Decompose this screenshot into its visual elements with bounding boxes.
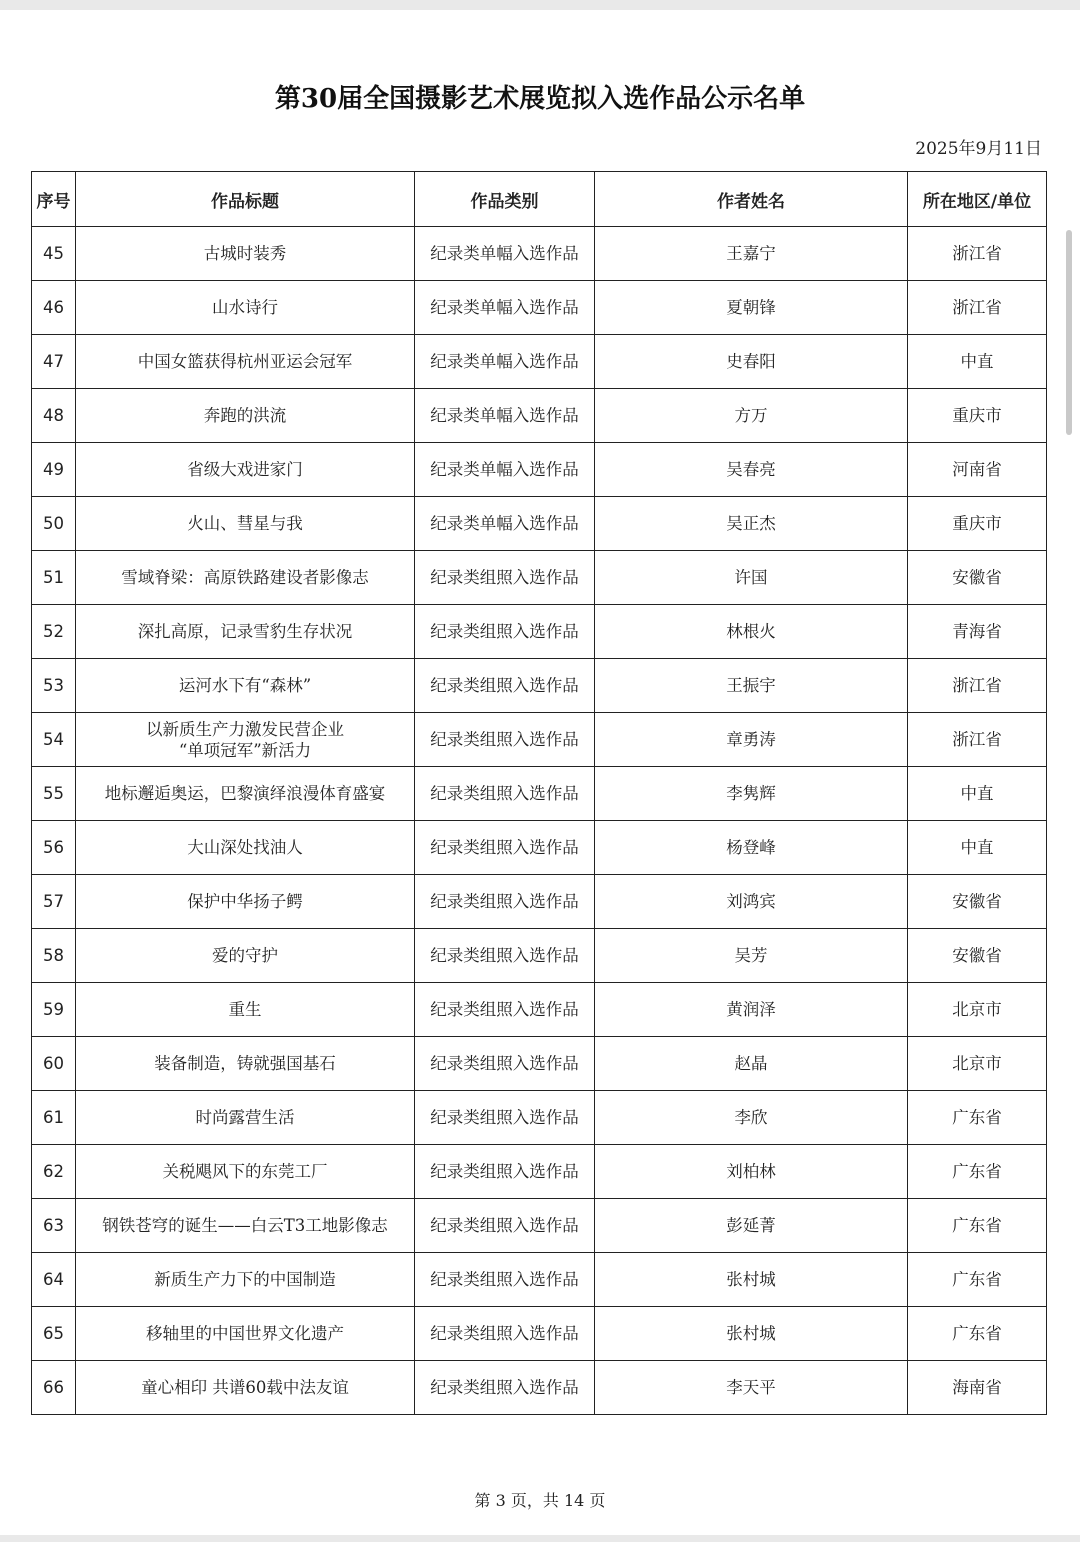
- table-row: [32, 1145, 1047, 1199]
- cell-author: 史春阳: [595, 335, 908, 389]
- cell-seq: 59: [32, 983, 76, 1037]
- table-row: [32, 443, 1047, 497]
- table-row: [32, 1199, 1047, 1253]
- cell-region: 安徽省: [908, 875, 1047, 929]
- scrollbar-thumb[interactable]: [1066, 230, 1072, 435]
- cell-seq: 49: [32, 443, 76, 497]
- entries-table: [31, 171, 1047, 1415]
- cell-region: 广东省: [908, 1307, 1047, 1361]
- cell-category: 纪录类组照入选作品: [415, 929, 595, 983]
- cell-seq: 65: [32, 1307, 76, 1361]
- cell-category: 纪录类组照入选作品: [415, 1361, 595, 1415]
- cell-seq: 57: [32, 875, 76, 929]
- cell-title: 保护中华扬子鳄: [76, 875, 415, 929]
- cell-region: 浙江省: [908, 659, 1047, 713]
- cell-region: 河南省: [908, 443, 1047, 497]
- cell-region: 北京市: [908, 1037, 1047, 1091]
- table-row: [32, 605, 1047, 659]
- cell-author: 李隽辉: [595, 767, 908, 821]
- cell-seq: 55: [32, 767, 76, 821]
- cell-author: 王振宇: [595, 659, 908, 713]
- header-category: 作品类别: [415, 172, 595, 227]
- cell-region: 安徽省: [908, 929, 1047, 983]
- cell-region: 重庆市: [908, 497, 1047, 551]
- cell-region: 中直: [908, 821, 1047, 875]
- table-row: [32, 281, 1047, 335]
- cell-region: 广东省: [908, 1091, 1047, 1145]
- cell-title: 装备制造，铸就强国基石: [76, 1037, 415, 1091]
- cell-category: 纪录类组照入选作品: [415, 713, 595, 767]
- cell-author: 吴芳: [595, 929, 908, 983]
- cell-seq: 62: [32, 1145, 76, 1199]
- cell-title: 关税飓风下的东莞工厂: [76, 1145, 415, 1199]
- cell-seq: 58: [32, 929, 76, 983]
- cell-author: 张村城: [595, 1253, 908, 1307]
- cell-author: 许国: [595, 551, 908, 605]
- cell-title: 运河水下有“森林”: [76, 659, 415, 713]
- cell-seq: 63: [32, 1199, 76, 1253]
- cell-category: 纪录类组照入选作品: [415, 1253, 595, 1307]
- cell-category: 纪录类组照入选作品: [415, 1037, 595, 1091]
- cell-seq: 64: [32, 1253, 76, 1307]
- table-row: [32, 389, 1047, 443]
- cell-seq: 61: [32, 1091, 76, 1145]
- cell-title: 雪域脊梁：高原铁路建设者影像志: [76, 551, 415, 605]
- cell-seq: 60: [32, 1037, 76, 1091]
- table-row: [32, 983, 1047, 1037]
- header-region: 所在地区/单位: [908, 172, 1047, 227]
- cell-category: 纪录类组照入选作品: [415, 1307, 595, 1361]
- table-row: [32, 1091, 1047, 1145]
- page-title: 第30届全国摄影艺术展览拟入选作品公示名单: [274, 84, 806, 114]
- cell-author: 李欣: [595, 1091, 908, 1145]
- table-header-row: [32, 172, 1047, 227]
- cell-seq: 46: [32, 281, 76, 335]
- cell-category: 纪录类组照入选作品: [415, 983, 595, 1037]
- cell-author: 刘鸿宾: [595, 875, 908, 929]
- cell-seq: 48: [32, 389, 76, 443]
- cell-category: 纪录类单幅入选作品: [415, 335, 595, 389]
- cell-title: 时尚露营生活: [76, 1091, 415, 1145]
- cell-title: [76, 713, 415, 767]
- cell-seq: 52: [32, 605, 76, 659]
- cell-region: 浙江省: [908, 227, 1047, 281]
- cell-seq: 47: [32, 335, 76, 389]
- cell-title: 中国女篮获得杭州亚运会冠军: [76, 335, 415, 389]
- cell-category: 纪录类组照入选作品: [415, 767, 595, 821]
- cell-title-line-1: 以新质生产力激发民营企业: [146, 719, 344, 739]
- cell-author: 章勇涛: [595, 713, 908, 767]
- table-row: [32, 551, 1047, 605]
- cell-category: 纪录类组照入选作品: [415, 605, 595, 659]
- cell-author: 李天平: [595, 1361, 908, 1415]
- cell-author: 黄润泽: [595, 983, 908, 1037]
- cell-author: 方万: [595, 389, 908, 443]
- cell-seq: 53: [32, 659, 76, 713]
- table-row: [32, 821, 1047, 875]
- table-row: [32, 713, 1047, 767]
- cell-title: 童心相印 共谱60载中法友谊: [76, 1361, 415, 1415]
- cell-title: 大山深处找油人: [76, 821, 415, 875]
- cell-region: 海南省: [908, 1361, 1047, 1415]
- cell-author: 赵晶: [595, 1037, 908, 1091]
- cell-category: 纪录类单幅入选作品: [415, 497, 595, 551]
- cell-title: 重生: [76, 983, 415, 1037]
- cell-region: 安徽省: [908, 551, 1047, 605]
- cell-author: 张村城: [595, 1307, 908, 1361]
- cell-region: 广东省: [908, 1145, 1047, 1199]
- cell-category: 纪录类单幅入选作品: [415, 443, 595, 497]
- header-author: 作者姓名: [595, 172, 908, 227]
- table-row: [32, 497, 1047, 551]
- cell-region: 浙江省: [908, 281, 1047, 335]
- cell-category: 纪录类组照入选作品: [415, 1145, 595, 1199]
- cell-category: 纪录类单幅入选作品: [415, 227, 595, 281]
- cell-author: 杨登峰: [595, 821, 908, 875]
- cell-author: 夏朝锋: [595, 281, 908, 335]
- cell-region: 广东省: [908, 1253, 1047, 1307]
- cell-seq: 51: [32, 551, 76, 605]
- cell-title: 深扎高原，记录雪豹生存状况: [76, 605, 415, 659]
- cell-region: 中直: [908, 335, 1047, 389]
- cell-title: 古城时装秀: [76, 227, 415, 281]
- table-row: [32, 929, 1047, 983]
- cell-title: 山水诗行: [76, 281, 415, 335]
- cell-category: 纪录类组照入选作品: [415, 551, 595, 605]
- page-footer: 第 3 页，共 14 页: [474, 1491, 606, 1510]
- table-row: [32, 1253, 1047, 1307]
- cell-title: 钢铁苍穹的诞生——白云T3工地影像志: [76, 1199, 415, 1253]
- cell-region: 重庆市: [908, 389, 1047, 443]
- cell-author: 彭延菁: [595, 1199, 908, 1253]
- cell-author: 林根火: [595, 605, 908, 659]
- cell-title: 奔跑的洪流: [76, 389, 415, 443]
- cell-category: 纪录类组照入选作品: [415, 875, 595, 929]
- cell-region: 广东省: [908, 1199, 1047, 1253]
- cell-author: 刘柏林: [595, 1145, 908, 1199]
- cell-category: 纪录类单幅入选作品: [415, 281, 595, 335]
- cell-author: 王嘉宁: [595, 227, 908, 281]
- cell-category: 纪录类组照入选作品: [415, 821, 595, 875]
- cell-title: 省级大戏进家门: [76, 443, 415, 497]
- cell-seq: 54: [32, 713, 76, 767]
- table-row: [32, 1361, 1047, 1415]
- cell-title: 地标邂逅奥运，巴黎演绎浪漫体育盛宴: [76, 767, 415, 821]
- table-row: [32, 1037, 1047, 1091]
- table-row: [32, 875, 1047, 929]
- table-row: [32, 1307, 1047, 1361]
- table-row: [32, 335, 1047, 389]
- table-row: [32, 227, 1047, 281]
- cell-region: 青海省: [908, 605, 1047, 659]
- cell-category: 纪录类组照入选作品: [415, 1091, 595, 1145]
- cell-region: 浙江省: [908, 713, 1047, 767]
- cell-category: 纪录类组照入选作品: [415, 659, 595, 713]
- cell-title: 移轴里的中国世界文化遗产: [76, 1307, 415, 1361]
- cell-author: 吴正杰: [595, 497, 908, 551]
- cell-title-line-2: “单项冠军”新活力: [178, 740, 312, 760]
- cell-category: 纪录类组照入选作品: [415, 1199, 595, 1253]
- cell-seq: 50: [32, 497, 76, 551]
- cell-seq: 56: [32, 821, 76, 875]
- cell-seq: 66: [32, 1361, 76, 1415]
- cell-category: 纪录类单幅入选作品: [415, 389, 595, 443]
- header-seq: 序号: [32, 172, 76, 227]
- cell-region: 北京市: [908, 983, 1047, 1037]
- table-row: [32, 659, 1047, 713]
- table-row: [32, 767, 1047, 821]
- cell-title: 爱的守护: [76, 929, 415, 983]
- cell-seq: 45: [32, 227, 76, 281]
- cell-region: 中直: [908, 767, 1047, 821]
- header-work-title: 作品标题: [76, 172, 415, 227]
- cell-author: 吴春亮: [595, 443, 908, 497]
- cell-title: 火山、彗星与我: [76, 497, 415, 551]
- publish-date: 2025年9月11日: [915, 139, 1042, 159]
- document-page: [0, 10, 1080, 1535]
- cell-title: 新质生产力下的中国制造: [76, 1253, 415, 1307]
